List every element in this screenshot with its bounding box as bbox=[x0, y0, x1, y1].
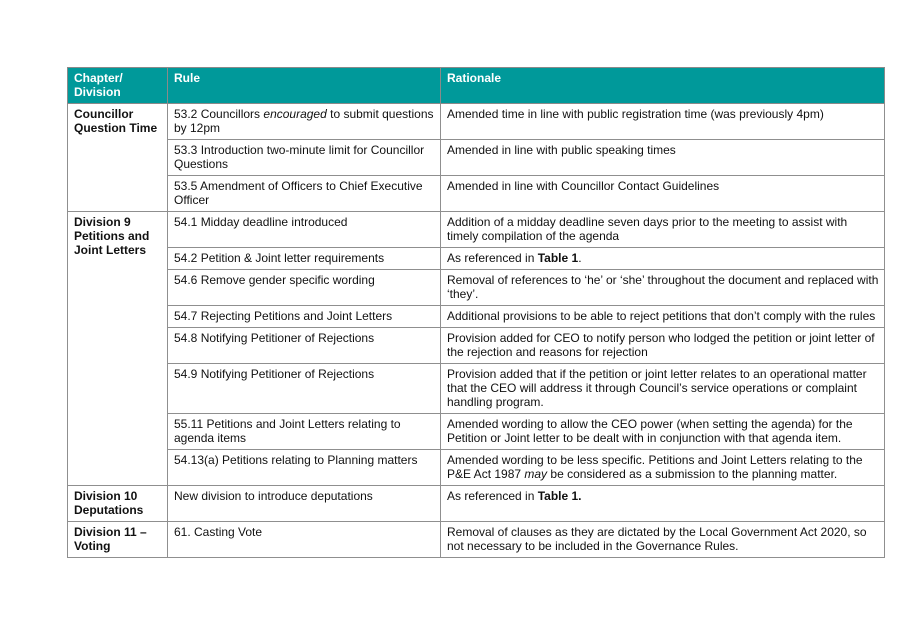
table-row bbox=[68, 450, 885, 486]
rule-cell: 54.7 Rejecting Petitions and Joint Letters bbox=[168, 306, 441, 328]
rationale-cell: Addition of a midday deadline seven days prior to the meeting to assist with timely compilation of the agenda bbox=[441, 212, 885, 248]
rule-cell: 54.2 Petition & Joint letter requirements bbox=[168, 248, 441, 270]
rule-cell: 61. Casting Vote bbox=[168, 522, 441, 558]
rationale-cell: Amended wording to be less specific. Petitions and Joint Letters relating to the P&E Act 1987 may be considered as a submission to the planning matter. bbox=[441, 450, 885, 486]
rationale-cell: Removal of clauses as they are dictated by the Local Government Act 2020, so not necessary to be included in the Governance Rules. bbox=[441, 522, 885, 558]
rule-cell: 54.1 Midday deadline introduced bbox=[168, 212, 441, 248]
table-row bbox=[68, 486, 885, 522]
table-row bbox=[68, 140, 885, 176]
rationale-cell: Amended time in line with public registration time (was previously 4pm) bbox=[441, 104, 885, 140]
table-row bbox=[68, 270, 885, 306]
rule-cell: New division to introduce deputations bbox=[168, 486, 441, 522]
rule-cell: 53.3 Introduction two-minute limit for Councillor Questions bbox=[168, 140, 441, 176]
rationale-cell: Amended wording to allow the CEO power (when setting the agenda) for the Petition or Joint letter to be dealt with in conjunction with that agenda item. bbox=[441, 414, 885, 450]
table-row bbox=[68, 306, 885, 328]
rationale-cell: Additional provisions to be able to reject petitions that don’t comply with the rules bbox=[441, 306, 885, 328]
table-row bbox=[68, 176, 885, 212]
rationale-cell: Provision added for CEO to notify person who lodged the petition or joint letter of the rejection and reasons for rejection bbox=[441, 328, 885, 364]
chapter-cell: Division 10 Deputations bbox=[68, 486, 168, 522]
table-row bbox=[68, 414, 885, 450]
chapter-cell: Division 9 Petitions and Joint Letters bbox=[68, 212, 168, 486]
header-chapter: Chapter/ Division bbox=[68, 68, 168, 104]
rationale-cell: Removal of references to ‘he’ or ‘she’ throughout the document and replaced with ‘they’. bbox=[441, 270, 885, 306]
table-row bbox=[68, 212, 885, 248]
table-row bbox=[68, 248, 885, 270]
chapter-cell: Councillor Question Time bbox=[68, 104, 168, 212]
table-row bbox=[68, 364, 885, 414]
rule-cell: 54.8 Notifying Petitioner of Rejections bbox=[168, 328, 441, 364]
header-rationale: Rationale bbox=[441, 68, 885, 104]
rationale-cell: Amended in line with public speaking times bbox=[441, 140, 885, 176]
rule-cell: 54.9 Notifying Petitioner of Rejections bbox=[168, 364, 441, 414]
table-row bbox=[68, 522, 885, 558]
rationale-cell: Amended in line with Councillor Contact Guidelines bbox=[441, 176, 885, 212]
rationale-cell: Provision added that if the petition or joint letter relates to an operational matter that the CEO will address it through Council’s service operations or complaint handling program. bbox=[441, 364, 885, 414]
rule-cell: 54.13(a) Petitions relating to Planning matters bbox=[168, 450, 441, 486]
table-row bbox=[68, 104, 885, 140]
rule-cell: 54.6 Remove gender specific wording bbox=[168, 270, 441, 306]
header-rule: Rule bbox=[168, 68, 441, 104]
rationale-cell: As referenced in Table 1. bbox=[441, 486, 885, 522]
governance-rules-table bbox=[67, 67, 885, 558]
rule-cell: 55.11 Petitions and Joint Letters relating to agenda items bbox=[168, 414, 441, 450]
rationale-cell: As referenced in Table 1. bbox=[441, 248, 885, 270]
chapter-cell: Division 11 – Voting bbox=[68, 522, 168, 558]
table-row bbox=[68, 328, 885, 364]
table-header-row bbox=[68, 68, 885, 104]
rule-cell: 53.5 Amendment of Officers to Chief Executive Officer bbox=[168, 176, 441, 212]
rule-cell: 53.2 Councillors encouraged to submit questions by 12pm bbox=[168, 104, 441, 140]
